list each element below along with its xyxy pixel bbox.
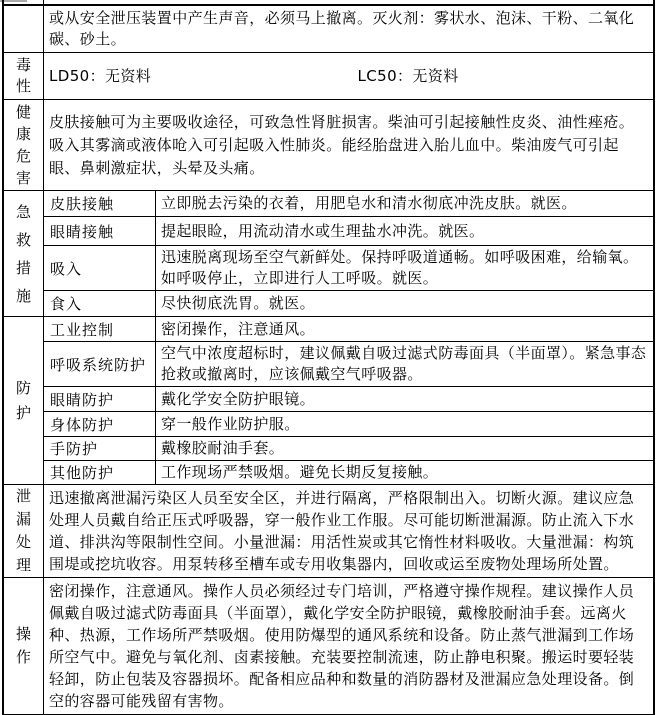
protection-other-text: 工作现场严禁吸烟。避免长期反复接触。 bbox=[161, 463, 439, 481]
health-hazard-cell bbox=[44, 100, 653, 190]
first-aid-ingestion-label: 食入 bbox=[44, 291, 156, 316]
protection-body-text: 穿一般作业防护服。 bbox=[161, 414, 300, 433]
toxicity-header: 毒性 bbox=[16, 56, 32, 95]
health-hazard-header: 健康危害 bbox=[16, 103, 32, 187]
protection-row-engineering bbox=[44, 317, 653, 342]
row-fire-note bbox=[4, 6, 653, 53]
protection-row-respiratory bbox=[44, 342, 653, 387]
row-first-aid bbox=[4, 191, 653, 317]
first-aid-subtable bbox=[44, 191, 653, 316]
protection-row-other bbox=[44, 461, 653, 484]
protection-eye-label: 眼睛防护 bbox=[44, 387, 156, 411]
protection-hand-label: 手防护 bbox=[44, 437, 156, 460]
handling-header-cell bbox=[4, 578, 44, 714]
msds-table bbox=[2, 4, 655, 715]
row-handling bbox=[4, 578, 653, 715]
protection-header-cell bbox=[4, 317, 44, 484]
first-aid-header: 急救措施 bbox=[16, 202, 32, 305]
leak-disposal-cell bbox=[44, 485, 653, 577]
fire-note-header-empty bbox=[4, 6, 44, 52]
fire-note-text: 或从安全泄压装置中产生声音，必须马上撤离。灭火剂：雾状水、泡沫、干粉、二氧化碳、砂土。 bbox=[49, 9, 635, 48]
next-row-partial bbox=[2, 0, 655, 7]
row-toxicity bbox=[4, 53, 653, 100]
protection-header: 防护 bbox=[16, 378, 32, 422]
first-aid-inhalation-label: 吸入 bbox=[44, 246, 156, 290]
leak-disposal-header: 泄漏处理 bbox=[16, 487, 32, 574]
row-protection bbox=[4, 317, 653, 485]
next-row-header-partial bbox=[4, 0, 44, 7]
first-aid-eye-text: 提起眼睑，用流动清水或生理盐水冲洗。就医。 bbox=[161, 221, 485, 240]
handling-text: 密闭操作，注意通风。操作人员必须经过专门培训，严格遵守操作规程。建议操作人员佩戴自吸过滤式防毒面具（半面罩），戴化学安全防护眼镜，戴橡胶耐油手套。远离火种、热源，工作场所严禁吸烟。使用防爆型的通风系统和设备。防止蒸气泄漏到工作场所空气中。避免与氧化剂、卤素接触。充装要控制流速，防止静电积聚。搬运时要轻装轻卸，防止包装及容器损坏。配备相应品种和数量的消防器材及泄漏应急处理设备。倒空的容器可能残留有害物。 bbox=[49, 582, 635, 710]
leak-disposal-header-cell bbox=[4, 485, 44, 577]
ld50-value: LD50：无资料 bbox=[49, 67, 152, 85]
protection-subtable bbox=[44, 317, 653, 484]
row-health-hazard bbox=[4, 100, 653, 191]
protection-respiratory-text: 空气中浓度超标时，建议佩戴自吸过滤式防毒面具（半面罩）。紧急事态抢救或撤离时，应该佩戴空气呼吸器。 bbox=[161, 344, 647, 383]
protection-engineering-text: 密闭操作，注意通风。 bbox=[161, 319, 316, 338]
first-aid-eye-label: 眼睛接触 bbox=[44, 217, 156, 245]
first-aid-row-ingestion bbox=[44, 291, 653, 316]
protection-row-body bbox=[44, 412, 653, 437]
first-aid-skin-text: 立即脱去污染的衣着，用肥皂水和清水彻底冲洗皮肤。就医。 bbox=[161, 194, 577, 212]
row-leak-disposal bbox=[4, 485, 653, 578]
first-aid-ingestion-text: 尽快彻底洗胃。就医。 bbox=[161, 294, 316, 312]
health-hazard-header-cell bbox=[4, 100, 44, 190]
protection-other-label: 其他防护 bbox=[44, 461, 156, 484]
handling-cell bbox=[44, 578, 653, 714]
first-aid-header-cell bbox=[4, 191, 44, 316]
first-aid-row-skin bbox=[44, 191, 653, 217]
fire-note-cell bbox=[44, 6, 653, 52]
first-aid-skin-label: 皮肤接触 bbox=[44, 191, 156, 216]
protection-eye-text: 戴化学安全防护眼镜。 bbox=[161, 389, 316, 408]
handling-header: 操作 bbox=[16, 625, 32, 666]
toxicity-header-cell bbox=[4, 53, 44, 99]
toxicity-cell bbox=[44, 53, 653, 99]
lc50-value: LC50：无资料 bbox=[357, 67, 459, 85]
protection-engineering-label: 工业控制 bbox=[44, 317, 156, 341]
leak-disposal-text: 迅速撤离泄漏污染区人员至安全区，并进行隔离，严格限制出入。切断火源。建议应急处理人员戴自给正压式呼吸器，穿一般作业工作服。尽可能切断泄漏源。防止流入下水道、排洪沟等限制性空间。小量泄漏：用活性炭或其它惰性材料吸收。大量泄漏：构筑围堤或挖坑收容。用泵转移至槽车或专用收集器内，回收或运至废物处理场所处置。 bbox=[49, 489, 635, 573]
protection-respiratory-label: 呼吸系统防护 bbox=[44, 342, 156, 386]
protection-hand-text: 戴橡胶耐油手套。 bbox=[161, 439, 285, 457]
first-aid-row-inhalation bbox=[44, 246, 653, 291]
protection-row-hand bbox=[44, 437, 653, 461]
health-hazard-text: 皮肤接触可为主要吸收途径，可致急性肾脏损害。柴油可引起接触性皮炎、油性痤疮。吸入其雾滴或液体呛入可引起吸入性肺炎。能经胎盘进入胎儿血中。柴油废气可引起眼、鼻刺激症状，头晕及头痛。 bbox=[49, 112, 635, 177]
first-aid-row-eye bbox=[44, 217, 653, 246]
protection-body-label: 身体防护 bbox=[44, 412, 156, 436]
first-aid-inhalation-text: 迅速脱离现场至空气新鲜处。保持呼吸道通畅。如呼吸困难，给输氧。如呼吸停止，立即进行人工呼吸。就医。 bbox=[161, 248, 639, 287]
protection-row-eye bbox=[44, 387, 653, 412]
